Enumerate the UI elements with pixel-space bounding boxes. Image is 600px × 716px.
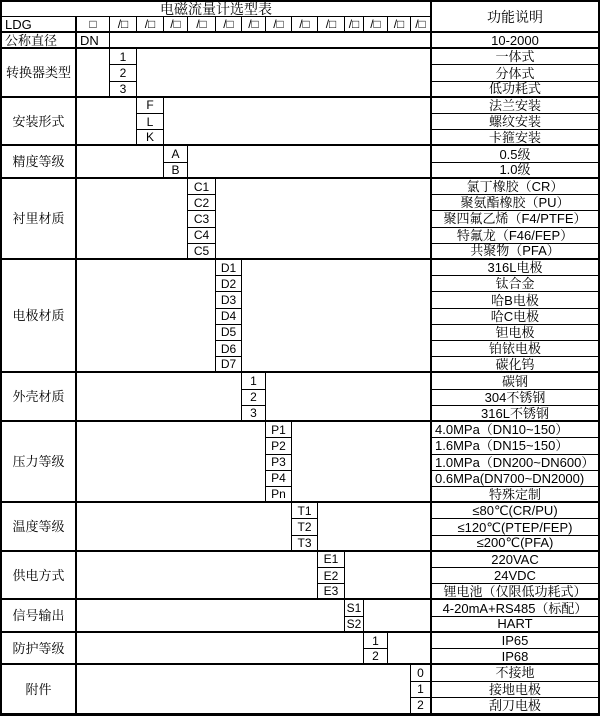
model-slot-cell: /□ [266,17,292,33]
desc-cell: 220VAC [432,552,598,568]
spacer-cell [77,422,266,503]
code-cell: S2 [345,617,364,633]
category-cell: 公称直径 [2,33,77,49]
spacer-cell [364,600,432,632]
desc-cell: 一体式 [432,49,598,65]
desc-cell: 钽电极 [432,325,598,341]
spacer-cell [77,260,216,374]
spacer-cell [188,146,432,178]
table-title: 电磁流量计选型表 [2,2,432,17]
category-cell: 附件 [2,665,77,714]
desc-cell: 低功耗式 [432,82,598,98]
category-cell: 温度等级 [2,503,77,552]
desc-cell: 共聚物（PFA） [432,244,598,260]
model-slot-cell: /□ [411,17,432,33]
desc-cell: 氯丁橡胶（CR） [432,179,598,195]
model-prefix-cell: LDG [2,17,77,33]
model-slot-cell: /□ [164,17,188,33]
desc-cell: 锂电池（仅限低功耗式） [432,584,598,600]
desc-cell: 1.0级 [432,163,598,179]
desc-cell: 316L不锈钢 [432,406,598,422]
desc-cell: 0.6MPa(DN700~DN2000) [432,471,598,487]
desc-cell: 碳化钨 [432,357,598,373]
desc-cell: 1.6MPa（DN15~150） [432,438,598,454]
code-cell: C2 [188,195,216,211]
desc-cell: ≤120℃(PTEP/FEP) [432,519,598,535]
category-cell: 安装形式 [2,98,77,147]
model-slot-cell: /□ [242,17,266,33]
spacer-cell [137,49,432,98]
desc-cell: 0.5级 [432,146,598,162]
code-cell: 1 [364,633,388,649]
code-cell: C5 [188,244,216,260]
spacer-cell [266,373,432,422]
code-cell: 1 [411,682,432,698]
category-cell: 衬里材质 [2,179,77,260]
desc-cell: IP65 [432,633,598,649]
desc-cell: 聚四氟乙烯（F4/PTFE） [432,211,598,227]
spacer-cell [77,179,188,260]
spacer-cell [318,503,432,552]
spacer-cell [77,98,137,147]
function-column-header: 功能说明 [432,2,598,33]
spacer-cell [77,552,318,601]
spacer-cell [388,633,432,665]
category-cell: 精度等级 [2,146,77,178]
desc-cell: 4.0MPa（DN10~150） [432,422,598,438]
spacer-cell [77,665,411,714]
code-cell: 2 [242,390,266,406]
desc-cell: 卡箍安装 [432,130,598,146]
code-cell: 1 [242,373,266,389]
code-cell: E2 [318,568,345,584]
category-cell: 供电方式 [2,552,77,601]
desc-cell: 螺纹安装 [432,114,598,130]
code-cell: C3 [188,211,216,227]
code-cell: C4 [188,228,216,244]
code-cell: K [137,130,164,146]
dn-code-cell: DN [77,33,110,49]
category-cell: 电极材质 [2,260,77,374]
code-cell: E1 [318,552,345,568]
desc-cell: 刮刀电极 [432,698,598,714]
desc-cell: 接地电极 [432,682,598,698]
model-slot-cell: /□ [292,17,318,33]
model-slot-cell: /□ [364,17,388,33]
desc-cell: IP68 [432,649,598,665]
code-cell: 2 [364,649,388,665]
code-cell: T1 [292,503,318,519]
code-cell: P1 [266,422,292,438]
code-cell: A [164,146,188,162]
spacer-cell [77,600,345,632]
desc-cell: 316L电极 [432,260,598,276]
code-cell: 1 [110,49,137,65]
model-slot-cell: /□ [188,17,216,33]
desc-cell: 304不锈钢 [432,390,598,406]
desc-cell: 特殊定制 [432,487,598,503]
code-cell: B [164,163,188,179]
code-cell: S1 [345,600,364,616]
desc-cell: 哈C电极 [432,309,598,325]
code-cell: D2 [216,276,242,292]
code-cell: T2 [292,519,318,535]
spacer-cell [292,422,432,503]
spacer-cell [77,146,164,178]
code-cell: 2 [411,698,432,714]
model-slot-cell: /□ [345,17,364,33]
code-cell: D3 [216,292,242,308]
code-cell: L [137,114,164,130]
desc-cell: 24VDC [432,568,598,584]
desc-cell: 分体式 [432,65,598,81]
model-slot-cell: /□ [318,17,345,33]
spacer-cell [77,373,242,422]
desc-cell: 特氟龙（F46/FEP） [432,228,598,244]
model-slot-cell: /□ [216,17,242,33]
desc-cell: 法兰安装 [432,98,598,114]
desc-cell: 铂铱电极 [432,341,598,357]
code-cell: E3 [318,584,345,600]
code-cell: 3 [242,406,266,422]
spacer-cell [77,633,364,665]
code-cell: 3 [110,82,137,98]
code-cell: P3 [266,455,292,471]
spacer-cell [216,179,432,260]
desc-cell: HART [432,617,598,633]
code-cell: Pn [266,487,292,503]
code-cell: D6 [216,341,242,357]
spacer-cell [345,552,432,601]
code-cell: T3 [292,536,318,552]
spacer-cell [77,503,292,552]
desc-cell: ≤200℃(PFA) [432,536,598,552]
desc-cell: 钛合金 [432,276,598,292]
code-cell: P4 [266,471,292,487]
desc-cell: 哈B电极 [432,292,598,308]
spacer-cell [164,98,432,147]
category-cell: 信号输出 [2,600,77,632]
model-slot-cell: /□ [137,17,164,33]
code-cell: D5 [216,325,242,341]
category-cell: 外壳材质 [2,373,77,422]
spacer-cell [110,33,432,49]
code-cell: D7 [216,357,242,373]
category-cell: 转换器类型 [2,49,77,98]
desc-cell: 不接地 [432,665,598,681]
code-cell: C1 [188,179,216,195]
spacer-cell [77,49,110,98]
desc-cell: ≤80℃(CR/PU) [432,503,598,519]
code-cell: F [137,98,164,114]
model-slot-cell: /□ [110,17,137,33]
category-cell: 压力等级 [2,422,77,503]
code-cell: P2 [266,438,292,454]
desc-cell: 10-2000 [432,33,598,49]
code-cell: 0 [411,665,432,681]
model-box-cell: □ [77,17,110,33]
category-cell: 防护等级 [2,633,77,665]
desc-cell: 1.0MPa（DN200~DN600） [432,455,598,471]
desc-cell: 碳钢 [432,373,598,389]
code-cell: D1 [216,260,242,276]
code-cell: D4 [216,309,242,325]
spacer-cell [242,260,432,374]
model-slot-cell: /□ [388,17,411,33]
desc-cell: 4-20mA+RS485（标配） [432,600,598,616]
desc-cell: 聚氨酯橡胶（PU） [432,195,598,211]
code-cell: 2 [110,65,137,81]
